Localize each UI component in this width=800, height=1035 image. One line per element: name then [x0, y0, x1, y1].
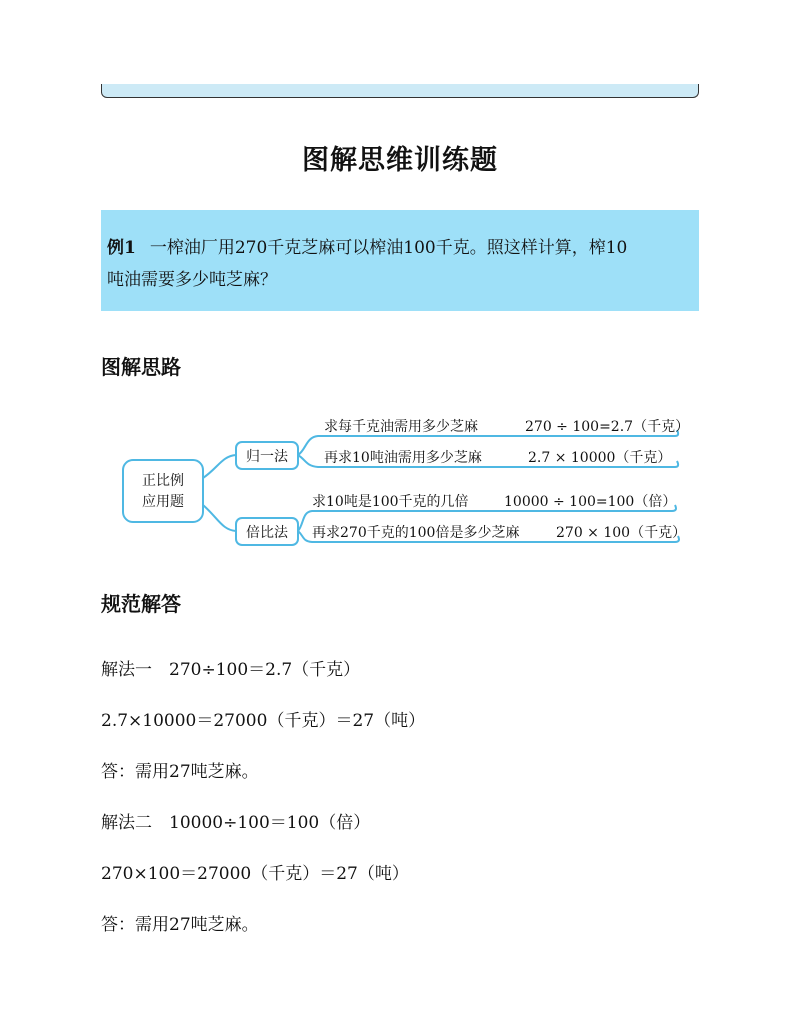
solution-line-6: 答：需用27吨芝麻。 [101, 915, 259, 935]
branch1-step1-text: 求每千克油需用多少芝麻 [324, 419, 478, 435]
page-title: 图解思维训练题 [302, 145, 498, 176]
root-node [123, 460, 203, 522]
solution-line-4: 解法二 10000÷100＝100（倍） [101, 813, 371, 833]
branch-label-2: 倍比法 [246, 525, 288, 541]
solution-line-2: 2.7×10000＝27000（千克）＝27（吨） [101, 711, 426, 731]
example-line-2: 吨油需要多少吨芝麻？ [107, 270, 277, 290]
example-label: 例1 [107, 238, 136, 258]
section-heading-solution: 规范解答 [101, 592, 181, 616]
example-text-1: 一榨油厂用270千克芝麻可以榨油100千克。照这样计算，榨10 [149, 238, 628, 258]
solution-line-3: 答：需用27吨芝麻。 [101, 762, 259, 782]
branch2-step1-calc: 10000 ÷ 100=100（倍） [504, 494, 677, 510]
branch2-step1-text: 求10吨是100千克的几倍 [312, 494, 469, 510]
solution-line-5: 270×100＝27000（千克）＝27（吨） [101, 864, 409, 884]
connector-root-branch2 [203, 505, 236, 531]
root-label-line-1: 正比例 [142, 473, 184, 489]
branch-label-1: 归一法 [246, 449, 288, 465]
branch2-step2-calc: 270 × 100（千克） [556, 525, 687, 541]
branch1-step2-calc: 2.7 × 10000（千克） [528, 450, 672, 466]
solution-line-1: 解法一 270÷100＝2.7（千克） [101, 660, 361, 680]
root-label-line-2: 应用题 [142, 494, 184, 510]
section-heading-diagram: 图解思路 [101, 355, 181, 379]
connector-root-branch1 [203, 455, 236, 478]
branch2-step2-text: 再求270千克的100倍是多少芝麻 [312, 525, 520, 541]
branch1-step2-text: 再求10吨油需用多少芝麻 [324, 450, 482, 466]
branch1-step1-calc: 270 ÷ 100=2.7（千克） [525, 419, 690, 435]
